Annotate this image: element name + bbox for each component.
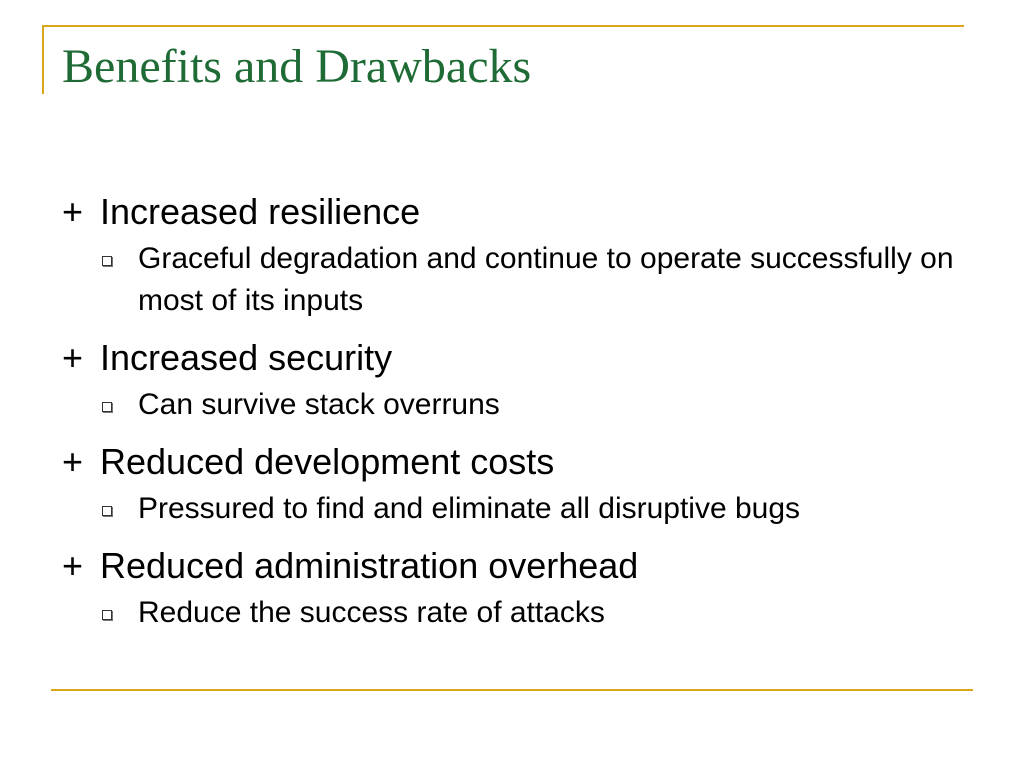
plus-bullet: + <box>62 441 84 482</box>
sub-bullet-item <box>62 384 982 426</box>
bullet-text: Reduced administration overhead <box>100 545 639 586</box>
sub-bullet-item <box>62 238 982 322</box>
bullet-list <box>62 190 982 648</box>
square-bullet-icon <box>100 238 138 280</box>
square-bullet-icon <box>100 384 138 426</box>
sub-bullet-item <box>62 488 982 530</box>
sub-bullet-item <box>62 592 982 634</box>
sub-bullet-list <box>62 488 982 530</box>
bullet-item <box>62 190 982 322</box>
sub-bullet-list <box>62 592 982 634</box>
square-bullet-icon <box>100 488 138 530</box>
bullet-item <box>62 336 982 426</box>
bullet-text: Increased resilience <box>100 191 421 232</box>
square-bullet-icon <box>100 592 138 634</box>
sub-bullet-text: Pressured to find and eliminate all disruptive bugs <box>138 492 801 525</box>
plus-bullet: + <box>62 545 84 586</box>
plus-bullet: + <box>62 191 84 232</box>
bullet-text: Reduced development costs <box>100 441 555 482</box>
plus-bullet: + <box>62 337 84 378</box>
sub-bullet-list <box>62 384 982 426</box>
bullet-item <box>62 544 982 634</box>
bullet-text: Increased security <box>100 337 393 378</box>
sub-bullet-text: Reduce the success rate of attacks <box>138 596 605 629</box>
left-border-line <box>42 25 44 94</box>
bullet-item <box>62 440 982 530</box>
sub-bullet-text: Can survive stack overruns <box>138 388 500 421</box>
sub-bullet-list <box>62 238 982 322</box>
top-border-line <box>42 25 964 27</box>
slide-title: Benefits and Drawbacks <box>62 40 532 93</box>
bottom-border-line <box>51 689 973 691</box>
sub-bullet-text: Graceful degradation and continue to operate successfully on most of its inputs <box>138 242 954 317</box>
